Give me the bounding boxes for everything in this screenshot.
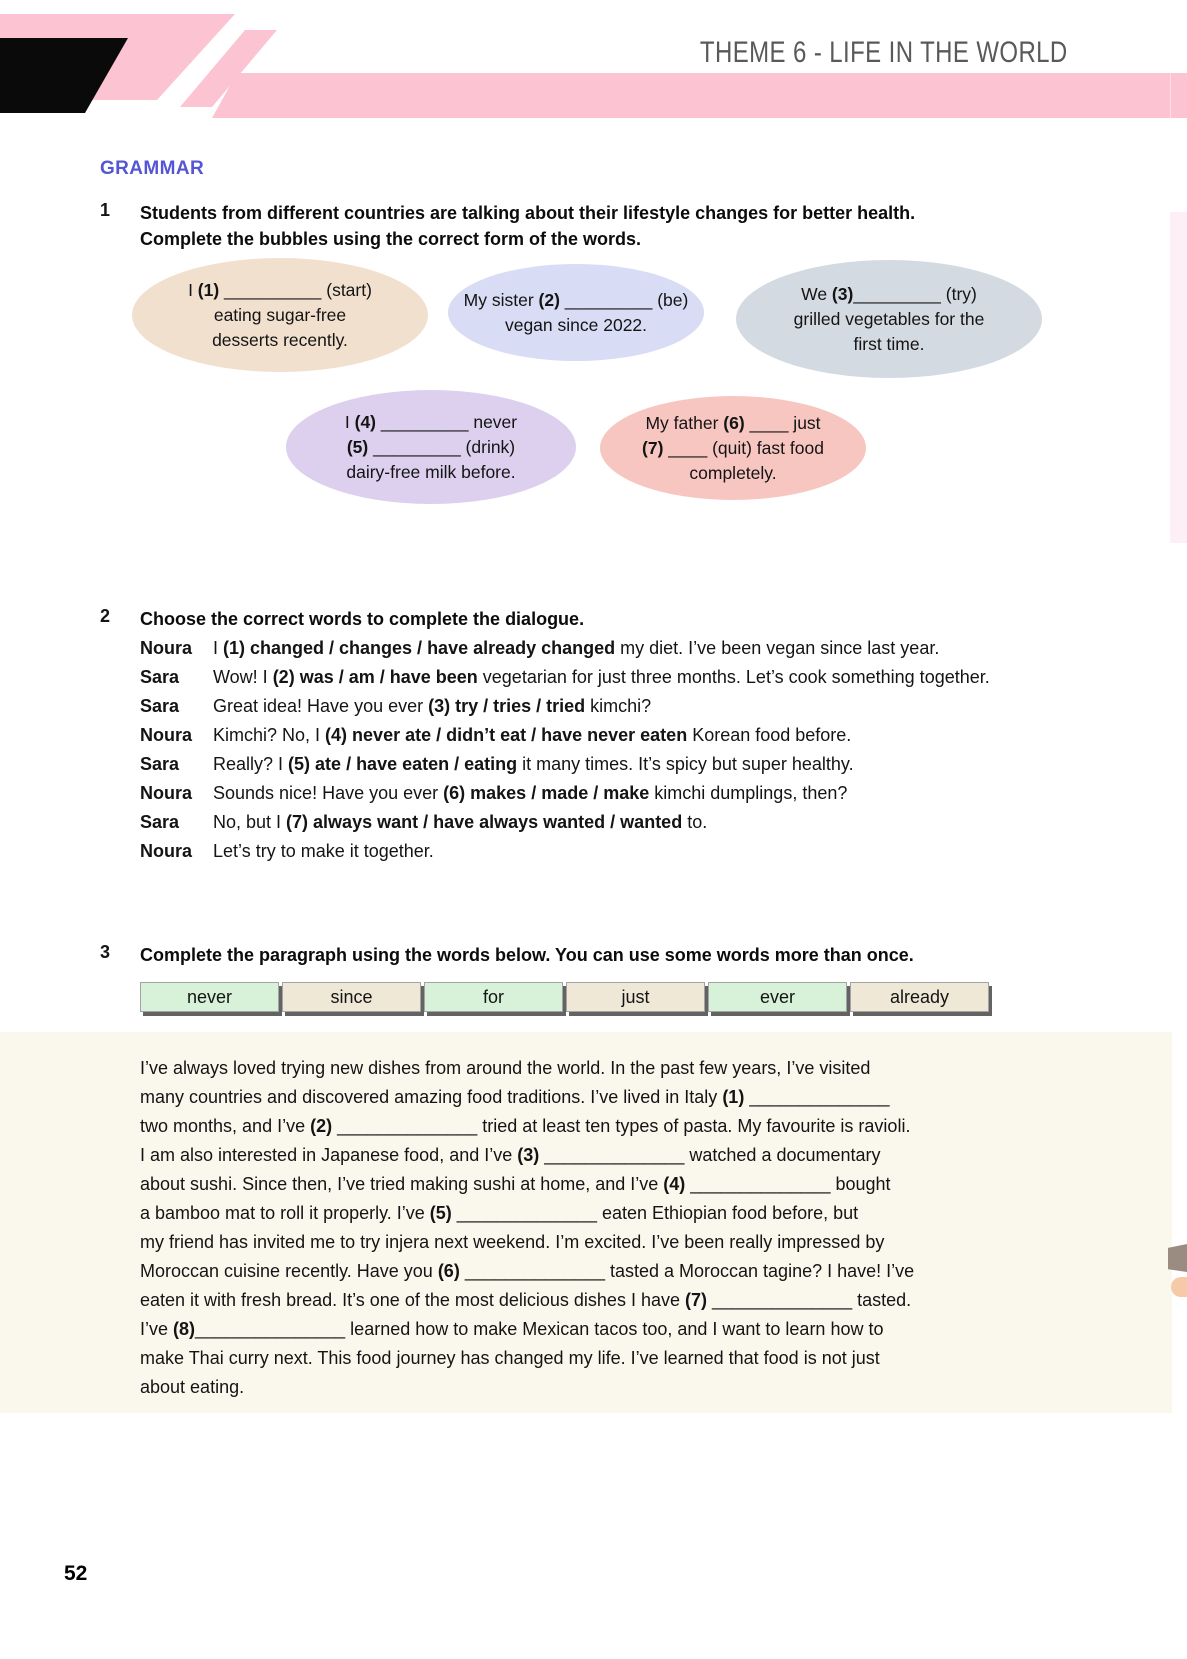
bubble-line: (5) _________ (drink) bbox=[346, 436, 516, 457]
gap-fill-paragraph bbox=[140, 1054, 914, 1402]
word-bank-item[interactable]: just bbox=[566, 982, 705, 1012]
page-title: THEME 6 - LIFE IN THE WORLD bbox=[700, 36, 1068, 69]
speaker-name: Sara bbox=[140, 754, 180, 774]
dialogue-row bbox=[140, 780, 1013, 806]
paragraph-line: two months, and I’ve (2) ______________ tried at least ten types of pasta. My favourite is ravioli. bbox=[140, 1116, 911, 1136]
dialogue-text: Kimchi? No, I (4) never ate / didn’t eat / have never eaten Korean food before. bbox=[213, 725, 852, 745]
paragraph-line: make Thai curry next. This food journey has changed my life. I’ve learned that food is not just bbox=[140, 1348, 880, 1368]
bubble-line: dairy-free milk before. bbox=[346, 461, 516, 482]
word-bank-item[interactable]: ever bbox=[708, 982, 847, 1012]
dialogue-text: Wow! I (2) was / am / have been vegetarian for just three months. Let’s cook something together. bbox=[213, 667, 990, 687]
paragraph-line: eaten it with fresh bread. It’s one of the most delicious dishes I have (7) ______________ tasted. bbox=[140, 1290, 912, 1310]
dialogue-row bbox=[140, 693, 1013, 719]
exercise-1-number: 1 bbox=[100, 200, 111, 220]
paragraph-line: I’ve (8)_______________ learned how to make Mexican tacos too, and I want to learn how to bbox=[140, 1319, 884, 1339]
bubble-drink bbox=[286, 390, 576, 504]
dialogue-row bbox=[140, 751, 1013, 777]
word-bank-item[interactable]: for bbox=[424, 982, 563, 1012]
page-number: 52 bbox=[64, 1562, 88, 1585]
section-heading-grammar: GRAMMAR bbox=[100, 158, 205, 179]
bubble-line: We (3)_________ (try) bbox=[801, 283, 977, 304]
exercise-2-number: 2 bbox=[100, 606, 111, 626]
speaker-name: Sara bbox=[140, 667, 180, 687]
bubble-start bbox=[132, 258, 428, 372]
bubble-be bbox=[448, 264, 704, 361]
bubble-line: completely. bbox=[689, 462, 777, 483]
dialogue-list bbox=[140, 635, 1013, 864]
dialogue-row bbox=[140, 809, 1013, 835]
bubble-line: first time. bbox=[853, 333, 925, 354]
exercise-2-instruction: Choose the correct words to complete the dialogue. bbox=[140, 609, 585, 629]
word-bank-item[interactable]: never bbox=[140, 982, 279, 1012]
dialogue-text: I (1) changed / changes / have already changed my diet. I’ve been vegan since last year. bbox=[213, 638, 940, 658]
paragraph-line: I am also interested in Japanese food, and I’ve (3) ______________ watched a documentary bbox=[140, 1145, 881, 1165]
decor-bar-seam bbox=[1170, 73, 1171, 118]
speaker-name: Noura bbox=[140, 725, 193, 745]
paragraph-line: Moroccan cuisine recently. Have you (6) ______________ tasted a Moroccan tagine? I have! I’ve bbox=[140, 1261, 915, 1281]
bubble-line: I (1) __________ (start) bbox=[188, 279, 372, 300]
paragraph-line: many countries and discovered amazing food traditions. I’ve lived in Italy (1) ______________ bbox=[140, 1087, 890, 1107]
speaker-name: Sara bbox=[140, 696, 180, 716]
decor-photo-fragment-peach bbox=[1171, 1277, 1187, 1297]
paragraph-line: about sushi. Since then, I’ve tried making sushi at home, and I’ve (4) ______________ bought bbox=[140, 1174, 891, 1194]
exercise-3-number: 3 bbox=[100, 942, 111, 962]
speaker-name: Sara bbox=[140, 812, 180, 832]
speaker-name: Noura bbox=[140, 783, 193, 803]
dialogue-text: Sounds nice! Have you ever (6) makes / made / make kimchi dumplings, then? bbox=[213, 783, 848, 803]
dialogue-row bbox=[140, 635, 1013, 661]
word-bank-item[interactable]: since bbox=[282, 982, 421, 1012]
dialogue-row bbox=[140, 838, 1013, 864]
word-bank bbox=[140, 982, 989, 1012]
exercise-1-instruction: Students from different countries are talking about their lifestyle changes for better health. Complete the bubbles using the correct form of the words. bbox=[140, 203, 916, 249]
bubble-line: grilled vegetables for the bbox=[793, 308, 985, 329]
decor-pink-header-bar bbox=[212, 73, 1187, 118]
decor-photo-fragment bbox=[1168, 1244, 1187, 1272]
dialogue-text: Really? I (5) ate / have eaten / eating it many times. It’s spicy but super healthy. bbox=[213, 754, 854, 774]
dialogue-text: Let’s try to make it together. bbox=[213, 841, 434, 861]
bubble-line: desserts recently. bbox=[212, 329, 348, 350]
decor-right-pink-strip bbox=[1170, 212, 1187, 543]
bubble-line: eating sugar-free bbox=[213, 304, 347, 325]
bubble-try bbox=[736, 260, 1042, 378]
word-bank-item[interactable]: already bbox=[850, 982, 989, 1012]
bubble-line: I (4) _________ never bbox=[344, 411, 518, 432]
bubble-line: vegan since 2022. bbox=[504, 314, 648, 335]
exercise-3-instruction: Complete the paragraph using the words below. You can use some words more than once. bbox=[140, 945, 914, 965]
paragraph-line: about eating. bbox=[140, 1377, 245, 1397]
dialogue-text: Great idea! Have you ever (3) try / tries / tried kimchi? bbox=[213, 696, 652, 716]
dialogue-text: No, but I (7) always want / have always wanted / wanted to. bbox=[213, 812, 708, 832]
paragraph-line: my friend has invited me to try injera next weekend. I’m excited. I’ve been really impressed by bbox=[140, 1232, 885, 1252]
bubble-quit bbox=[600, 396, 866, 500]
bubble-line: My sister (2) _________ (be) bbox=[463, 289, 689, 310]
paragraph-line: I’ve always loved trying new dishes from around the world. In the past few years, I’ve visited bbox=[140, 1058, 871, 1078]
speaker-name: Noura bbox=[140, 841, 193, 861]
bubble-line: (7) ____ (quit) fast food bbox=[642, 437, 824, 458]
bubble-line: My father (6) ____ just bbox=[645, 412, 821, 433]
dialogue-row bbox=[140, 664, 1013, 690]
speaker-name: Noura bbox=[140, 638, 193, 658]
paragraph-line: a bamboo mat to roll it properly. I’ve (5) ______________ eaten Ethiopian food before, but bbox=[140, 1203, 859, 1223]
dialogue-row bbox=[140, 722, 1013, 748]
